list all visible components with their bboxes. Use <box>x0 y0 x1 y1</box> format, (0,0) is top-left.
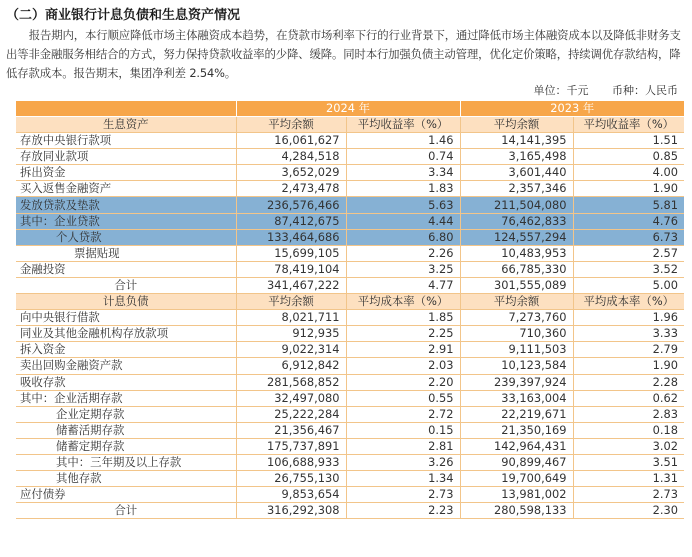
rate-2023: 0.85 <box>573 149 684 165</box>
rate-2024: 1.34 <box>346 471 460 487</box>
liability-header-cost-2023: 平均成本率（%） <box>573 294 684 310</box>
table-row <box>16 358 684 374</box>
rate-2023: 2.79 <box>573 342 684 358</box>
table-row <box>16 422 684 438</box>
balance-2024: 26,755,130 <box>236 471 346 487</box>
row-label: 卖出回购金融资产款 <box>16 358 236 374</box>
row-label: 存放中央银行款项 <box>16 133 236 149</box>
balance-2023: 239,397,924 <box>460 374 573 390</box>
balance-2023: 710,360 <box>460 326 573 342</box>
rate-2024: 0.15 <box>346 422 460 438</box>
table-row <box>16 454 684 470</box>
rate-2024: 2.26 <box>346 245 460 261</box>
row-label: 其中：三年期及以上存款 <box>16 454 236 470</box>
asset-header-yield-2024: 平均收益率（%） <box>346 117 460 133</box>
balance-2024: 175,737,891 <box>236 438 346 454</box>
asset-header-row <box>16 117 684 133</box>
total-row <box>16 277 684 293</box>
rate-2023: 1.90 <box>573 358 684 374</box>
row-label: 吸收存款 <box>16 374 236 390</box>
table-row <box>16 406 684 422</box>
row-label: 储蓄活期存款 <box>16 422 236 438</box>
rate-2024: 3.25 <box>346 261 460 277</box>
rate-2023: 2.83 <box>573 406 684 422</box>
rate-2023: 4.76 <box>573 213 684 229</box>
rate-2024: 4.44 <box>346 213 460 229</box>
year-2024: 2024 年 <box>236 101 460 117</box>
balance-2024: 87,412,675 <box>236 213 346 229</box>
rate-2024: 0.74 <box>346 149 460 165</box>
rate-2024: 1.46 <box>346 133 460 149</box>
row-label: 其中：企业活期存款 <box>16 390 236 406</box>
rate-2024: 1.83 <box>346 181 460 197</box>
row-label: 买入返售金融资产 <box>16 181 236 197</box>
row-label: 拆入资金 <box>16 342 236 358</box>
row-label: 企业定期存款 <box>16 406 236 422</box>
rate-2023: 3.02 <box>573 438 684 454</box>
table-row <box>16 245 684 261</box>
row-label: 向中央银行借款 <box>16 310 236 326</box>
balance-2024: 133,464,686 <box>236 229 346 245</box>
balance-2023: 76,462,833 <box>460 213 573 229</box>
year-2023: 2023 年 <box>460 101 684 117</box>
liability-header-row <box>16 294 684 310</box>
balance-2023: 124,557,294 <box>460 229 573 245</box>
table-row <box>16 133 684 149</box>
rate-2023: 3.51 <box>573 454 684 470</box>
rate-2024: 2.72 <box>346 406 460 422</box>
rate-2023: 2.57 <box>573 245 684 261</box>
row-label: 同业及其他金融机构存放款项 <box>16 326 236 342</box>
balance-2023: 66,785,330 <box>460 261 573 277</box>
rate-2023: 2.73 <box>573 487 684 503</box>
rate-2024: 2.03 <box>346 358 460 374</box>
balance-2024: 6,912,842 <box>236 358 346 374</box>
rate-2023: 1.51 <box>573 133 684 149</box>
table-row <box>16 165 684 181</box>
balance-2023: 7,273,760 <box>460 310 573 326</box>
balance-2023: 14,141,395 <box>460 133 573 149</box>
row-label: 金融投资 <box>16 261 236 277</box>
row-label: 合计 <box>16 277 236 293</box>
balance-2024: 236,576,466 <box>236 197 346 213</box>
total-row <box>16 503 684 519</box>
rate-2024: 2.23 <box>346 503 460 519</box>
rate-2023: 1.31 <box>573 471 684 487</box>
balance-2023: 211,504,080 <box>460 197 573 213</box>
balance-2023: 9,111,503 <box>460 342 573 358</box>
table-row <box>16 149 684 165</box>
liability-header-balance-2024: 平均余额 <box>236 294 346 310</box>
rate-2024: 2.91 <box>346 342 460 358</box>
year-header-row <box>16 101 684 117</box>
balance-2024: 106,688,933 <box>236 454 346 470</box>
row-label: 其他存款 <box>16 471 236 487</box>
rate-2023: 3.52 <box>573 261 684 277</box>
section-heading: （二）商业银行计息负债和生息资产情况 <box>6 8 241 23</box>
balance-2024: 8,021,711 <box>236 310 346 326</box>
balance-2024: 15,699,105 <box>236 245 346 261</box>
table-row <box>16 438 684 454</box>
balance-2023: 13,981,002 <box>460 487 573 503</box>
balance-2023: 3,165,498 <box>460 149 573 165</box>
rate-2023: 1.90 <box>573 181 684 197</box>
rate-2024: 4.77 <box>346 277 460 293</box>
balance-2024: 16,061,627 <box>236 133 346 149</box>
table-row <box>16 390 684 406</box>
balance-2023: 21,350,169 <box>460 422 573 438</box>
balance-2024: 3,652,029 <box>236 165 346 181</box>
balance-2024: 78,419,104 <box>236 261 346 277</box>
rate-2023: 2.30 <box>573 503 684 519</box>
table-row <box>16 487 684 503</box>
table-row <box>16 181 684 197</box>
balance-2023: 3,601,440 <box>460 165 573 181</box>
table-row <box>16 342 684 358</box>
units-line <box>514 82 679 98</box>
asset-header-balance-2024: 平均余额 <box>236 117 346 133</box>
currency-label: 币种：人民币 <box>612 84 678 97</box>
row-label: 存放同业款项 <box>16 149 236 165</box>
balance-2024: 32,497,080 <box>236 390 346 406</box>
table-row <box>16 374 684 390</box>
balance-2023: 142,964,431 <box>460 438 573 454</box>
balance-2023: 19,700,649 <box>460 471 573 487</box>
liability-header-balance-2023: 平均余额 <box>460 294 573 310</box>
rate-2023: 4.00 <box>573 165 684 181</box>
balance-2023: 33,163,004 <box>460 390 573 406</box>
rate-2024: 3.34 <box>346 165 460 181</box>
balance-2023: 90,899,467 <box>460 454 573 470</box>
balance-2024: 912,935 <box>236 326 346 342</box>
rate-2023: 0.62 <box>573 390 684 406</box>
table-row <box>16 471 684 487</box>
balance-2023: 22,219,671 <box>460 406 573 422</box>
table-row-highlighted <box>16 197 684 213</box>
asset-header-yield-2023: 平均收益率（%） <box>573 117 684 133</box>
table-row <box>16 310 684 326</box>
unit-label: 单位：千元 <box>533 84 589 97</box>
balance-2024: 2,473,478 <box>236 181 346 197</box>
row-label: 其中：企业贷款 <box>16 213 236 229</box>
year-header-blank <box>16 101 236 117</box>
balance-2023: 2,357,346 <box>460 181 573 197</box>
table-row-highlighted <box>16 213 684 229</box>
table-row <box>16 326 684 342</box>
section-paragraph: 报告期内，本行顺应降低市场主体融资成本趋势，在贷款市场利率下行的行业背景下，通过降低市场主体融资成本以及降低非财务支出等非金融服务相结合的方式，努力保持贷款收益率的少降、缓降。同时本行加强负债主动管理，优化定价策略，持续调优存款结构，降低存款成本。报告期末，集团净利差 2.54%。 <box>6 28 681 80</box>
balance-2024: 25,222,284 <box>236 406 346 422</box>
rate-2024: 0.55 <box>346 390 460 406</box>
rate-2023: 5.00 <box>573 277 684 293</box>
rate-2024: 1.85 <box>346 310 460 326</box>
balance-2024: 9,853,654 <box>236 487 346 503</box>
rate-2024: 2.25 <box>346 326 460 342</box>
liability-header-label: 计息负债 <box>16 294 236 310</box>
row-label: 发放贷款及垫款 <box>16 197 236 213</box>
rate-2024: 2.20 <box>346 374 460 390</box>
asset-header-label: 生息资产 <box>16 117 236 133</box>
rate-2023: 1.96 <box>573 310 684 326</box>
rate-2024: 5.63 <box>346 197 460 213</box>
rate-2023: 2.28 <box>573 374 684 390</box>
balance-2024: 341,467,222 <box>236 277 346 293</box>
interest-table <box>16 101 684 519</box>
balance-2023: 301,555,089 <box>460 277 573 293</box>
rate-2023: 6.73 <box>573 229 684 245</box>
row-label: 合计 <box>16 503 236 519</box>
row-label: 个人贷款 <box>16 229 236 245</box>
table-row <box>16 261 684 277</box>
rate-2024: 3.26 <box>346 454 460 470</box>
balance-2023: 280,598,133 <box>460 503 573 519</box>
rate-2024: 6.80 <box>346 229 460 245</box>
row-label: 储蓄定期存款 <box>16 438 236 454</box>
rate-2023: 3.33 <box>573 326 684 342</box>
asset-header-balance-2023: 平均余额 <box>460 117 573 133</box>
rate-2024: 2.73 <box>346 487 460 503</box>
row-label: 票据贴现 <box>16 245 236 261</box>
rate-2023: 5.81 <box>573 197 684 213</box>
liability-header-cost-2024: 平均成本率（%） <box>346 294 460 310</box>
rate-2024: 2.81 <box>346 438 460 454</box>
balance-2024: 281,568,852 <box>236 374 346 390</box>
row-label: 应付债券 <box>16 487 236 503</box>
balance-2024: 4,284,518 <box>236 149 346 165</box>
balance-2024: 316,292,308 <box>236 503 346 519</box>
table-row-highlighted <box>16 229 684 245</box>
row-label: 拆出资金 <box>16 165 236 181</box>
balance-2024: 9,022,314 <box>236 342 346 358</box>
balance-2024: 21,356,467 <box>236 422 346 438</box>
balance-2023: 10,123,584 <box>460 358 573 374</box>
rate-2023: 0.18 <box>573 422 684 438</box>
balance-2023: 10,483,953 <box>460 245 573 261</box>
